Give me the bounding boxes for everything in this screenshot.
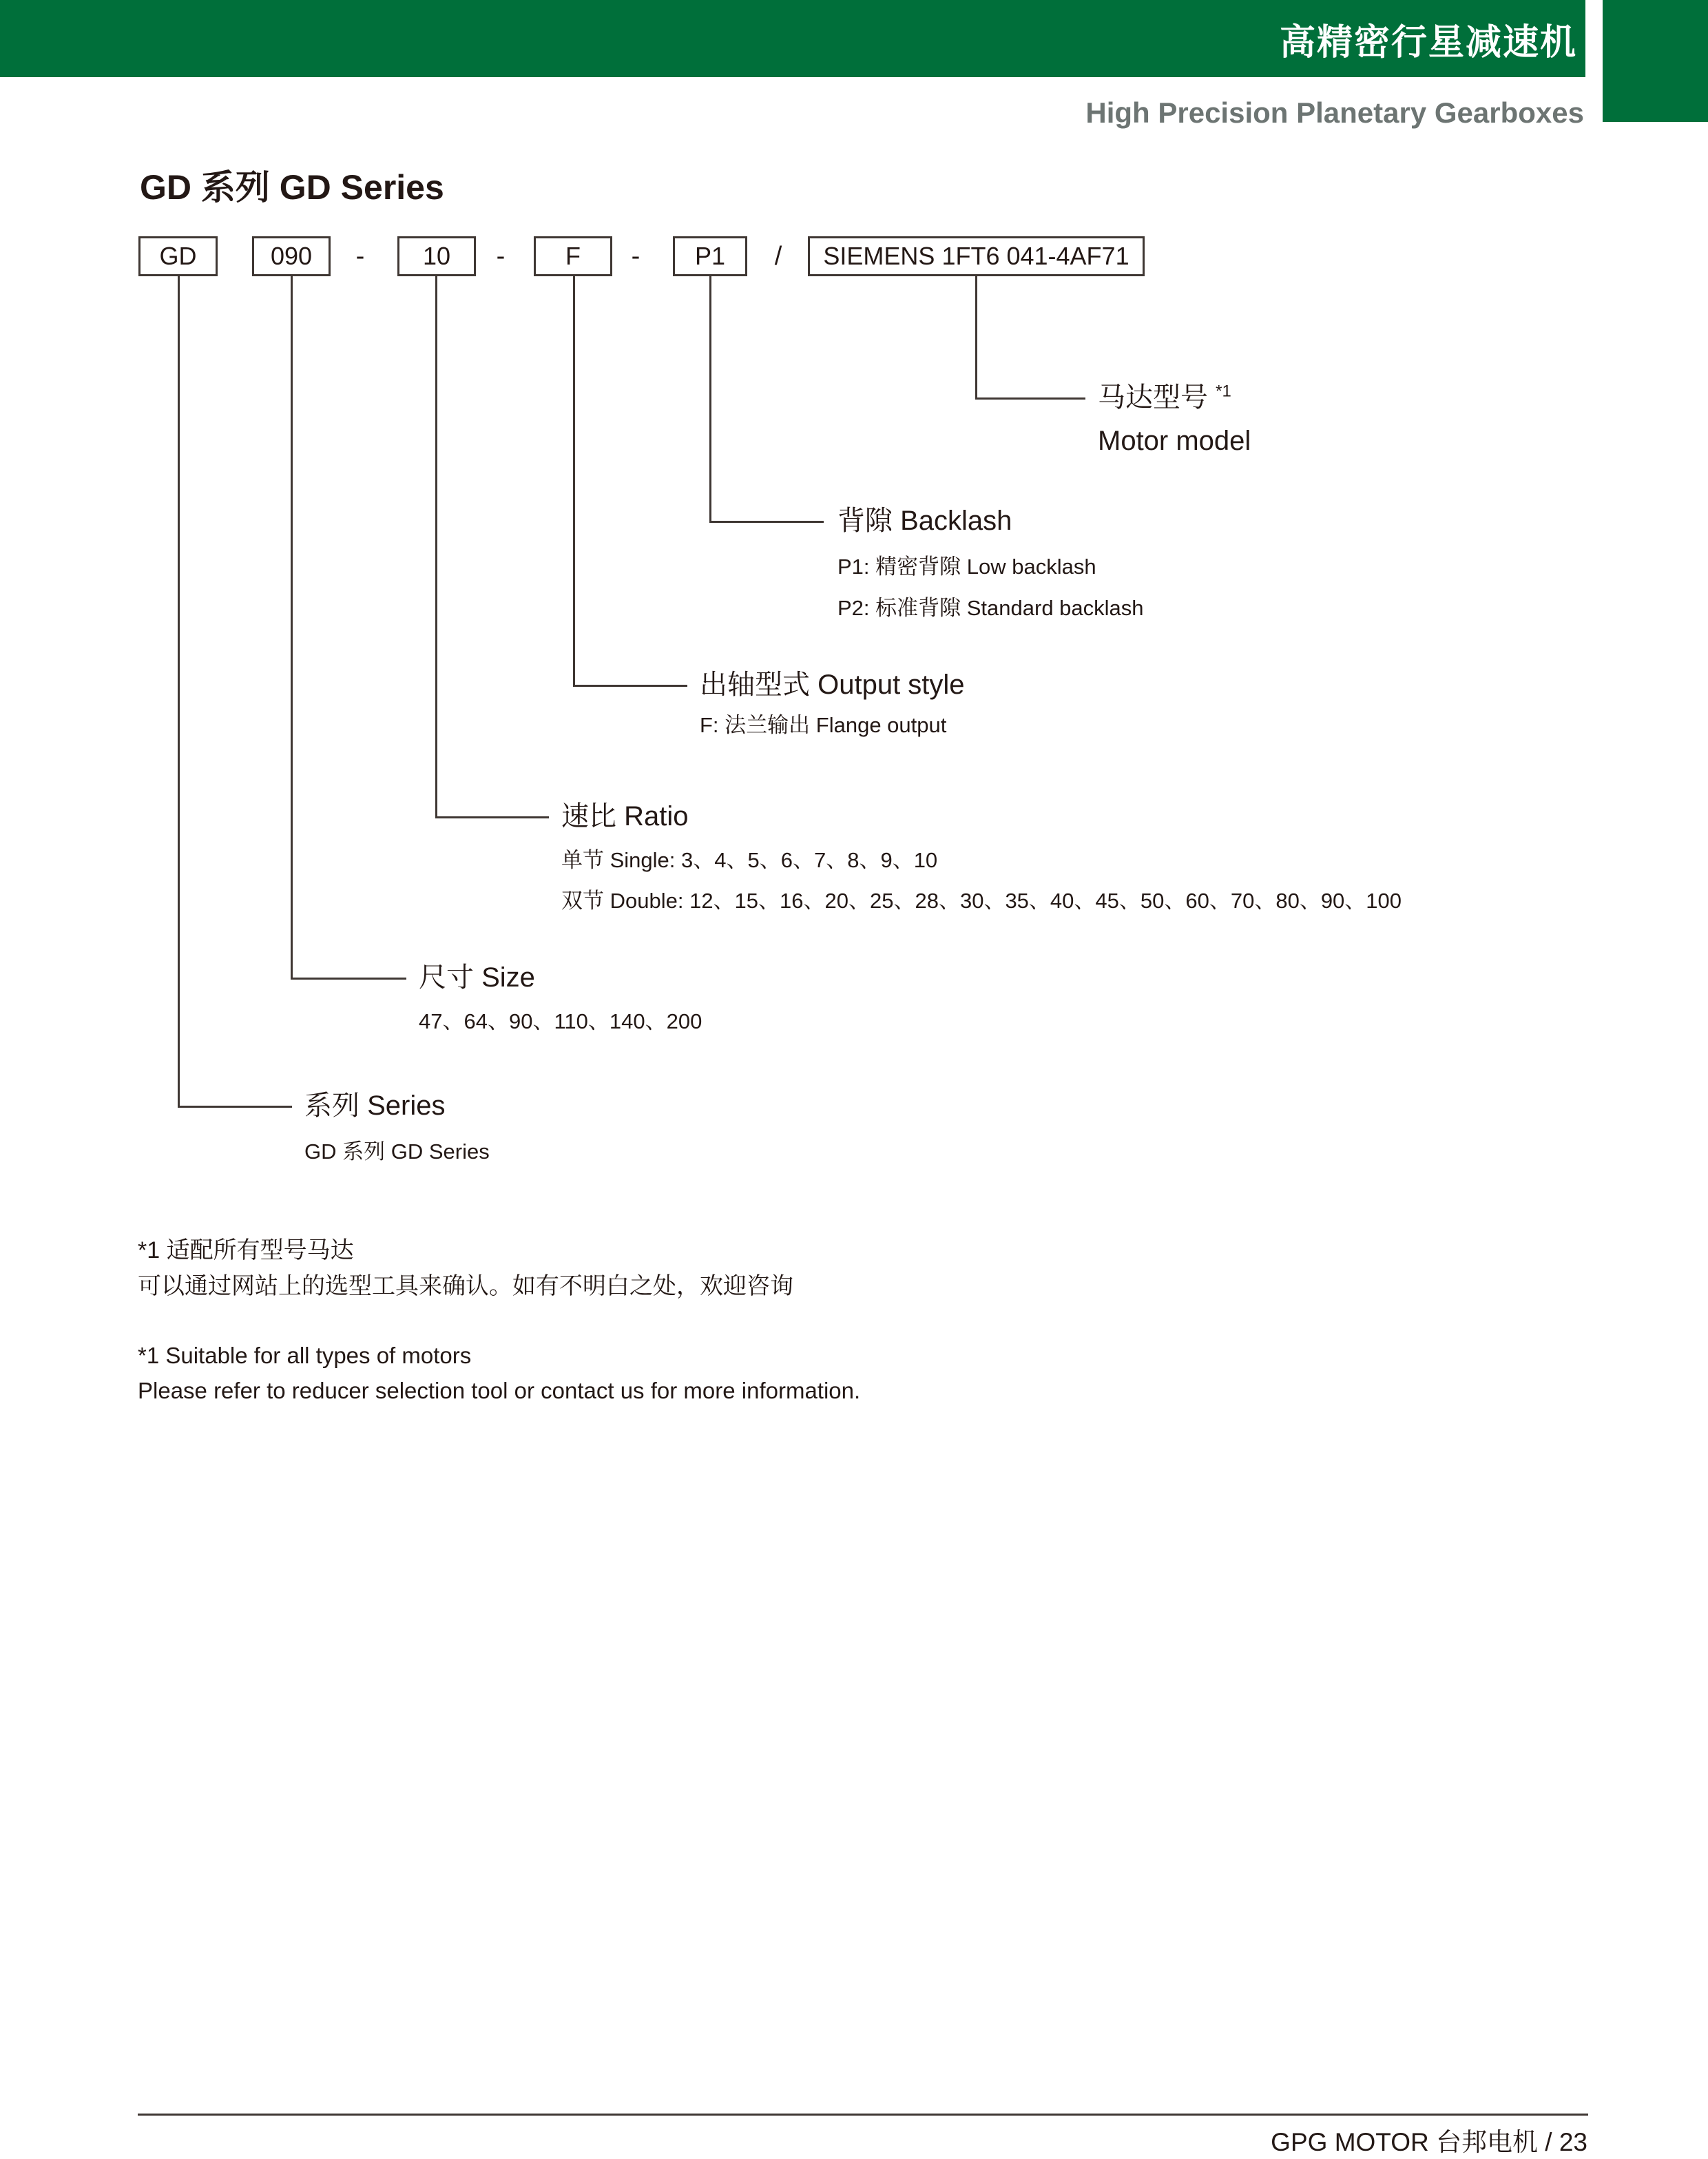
label-motor-footnote-marker: *1 (1216, 382, 1231, 401)
connector-horizontal-series (178, 1106, 292, 1108)
code-box-backlash: P1 (673, 236, 747, 276)
connector-vertical-motor (975, 276, 977, 400)
code-box-output: F (534, 236, 612, 276)
page-title: GD 系列 GD Series (140, 168, 444, 207)
label-size-heading: 尺寸 Size (419, 962, 535, 993)
connector-vertical-backlash (709, 276, 711, 523)
label-backlash-option-p1: P1: 精密背隙 Low backlash (837, 555, 1096, 579)
label-ratio-double-values: 双节 Double: 12、15、16、20、25、28、30、35、40、45、50、60、70、80、90、100 (561, 889, 1402, 913)
header-green-corner-strip (1603, 0, 1708, 122)
label-motor-heading-cn: 马达型号 (1098, 382, 1208, 413)
footnote-cn-line1: *1 适配所有型号马达 (138, 1237, 354, 1263)
footnote-en-line2: Please refer to reducer selection tool or contact us for more information. (138, 1378, 861, 1403)
connector-horizontal-motor (975, 397, 1085, 400)
code-separator-dash-1: - (355, 241, 365, 271)
connector-horizontal-output (573, 685, 687, 687)
label-series-values: GD 系列 GD Series (304, 1139, 490, 1164)
code-box-motor: SIEMENS 1FT6 041-4AF71 (808, 236, 1145, 276)
connector-horizontal-ratio (435, 816, 549, 818)
footnote-en-line1: *1 Suitable for all types of motors (138, 1343, 472, 1368)
label-motor-heading (1098, 381, 1231, 414)
code-separator-slash: / (774, 241, 782, 271)
label-backlash-heading: 背隙 Backlash (837, 506, 1012, 536)
label-series-heading: 系列 Series (304, 1091, 446, 1121)
connector-vertical-series (178, 276, 180, 1108)
label-ratio-single-values: 单节 Single: 3、4、5、6、7、8、9、10 (561, 848, 938, 872)
code-box-series: GD (138, 236, 218, 276)
header-title-cn: 高精密行星减速机 (1279, 22, 1577, 63)
code-box-ratio: 10 (397, 236, 476, 276)
connector-vertical-size (291, 276, 293, 980)
footnote-cn-line2: 可以通过网站上的选型工具来确认。如有不明白之处，欢迎咨询 (138, 1273, 793, 1299)
label-ratio-heading: 速比 Ratio (561, 801, 689, 831)
code-separator-dash-3: - (631, 241, 640, 271)
label-backlash-option-p2: P2: 标准背隙 Standard backlash (837, 596, 1144, 620)
footer-page-info: GPG MOTOR 台邦电机 / 23 (1271, 2128, 1587, 2156)
label-motor-heading-en: Motor model (1098, 426, 1251, 456)
header-subtitle-en: High Precision Planetary Gearboxes (1085, 96, 1584, 129)
label-output-option-f: F: 法兰输出 Flange output (700, 713, 947, 737)
code-separator-dash-2: - (496, 241, 506, 271)
connector-horizontal-size (291, 978, 406, 980)
label-output-heading: 出轴型式 Output style (700, 670, 965, 700)
label-size-values: 47、64、90、110、140、200 (419, 1009, 702, 1033)
code-box-size: 090 (252, 236, 331, 276)
footer-rule (138, 2114, 1588, 2116)
connector-vertical-output (573, 276, 575, 687)
connector-vertical-ratio (435, 276, 437, 818)
connector-horizontal-backlash (709, 521, 824, 523)
